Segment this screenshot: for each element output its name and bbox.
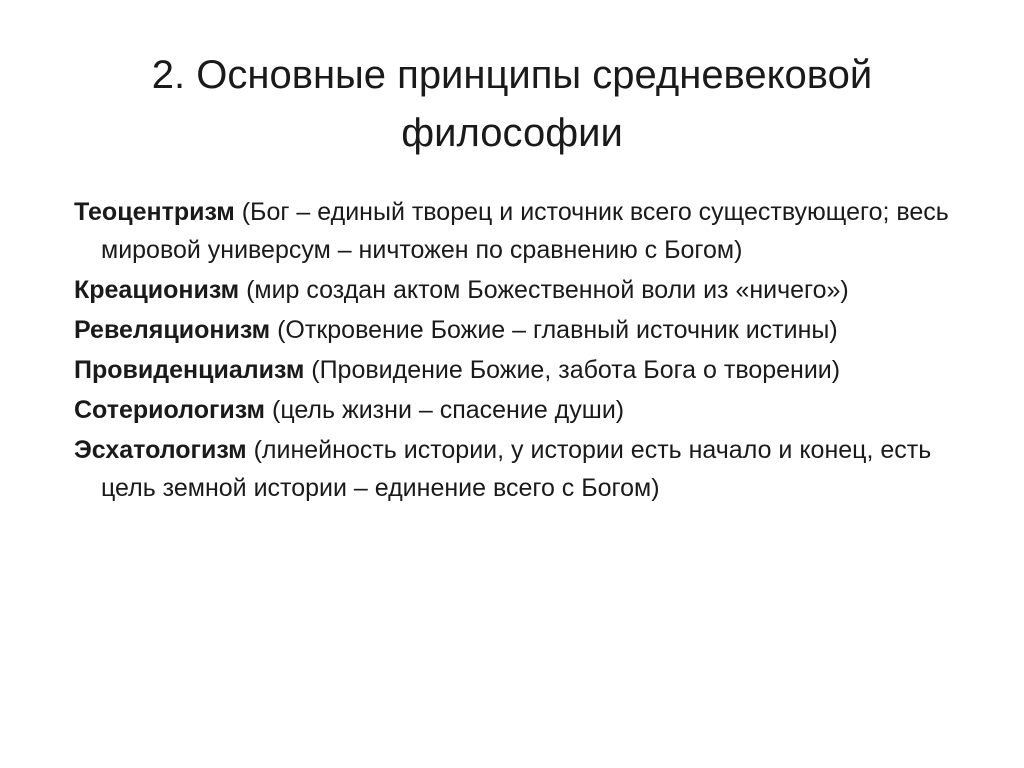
principle-term: Провиденциализм [74,356,305,384]
principles-list [74,193,979,509]
slide-title-line-2: философии [401,111,623,155]
principle-description: (мир создан актом Божественной воли из «ничего») [239,276,849,304]
principle-item-revelationism [74,311,979,349]
slide-title [60,46,964,162]
principle-item-eschatologism [74,431,979,507]
principle-term: Ревеляционизм [74,316,271,344]
principle-description: (линейность истории, у истории есть начало и конец, есть цель земной истории – единение всего с Богом) [101,436,932,502]
principle-item-theocentrism [74,193,979,269]
principle-term: Сотериологизм [74,396,266,424]
principle-term: Эсхатологизм [74,436,247,464]
principle-description: (Откровение Божие – главный источник истины) [270,316,838,344]
slide-title-line-1: 2. Основные принципы средневековой [151,53,873,97]
principle-description: (цель жизни – спасение души) [265,396,625,424]
principle-description: (Бог – единый творец и источник всего существующего; весь мировой универсум – ничтожен по сравнению с Богом) [101,198,949,264]
principle-item-creationism [74,271,979,309]
principle-term: Креационизм [74,276,240,304]
principle-term: Теоцентризм [74,198,235,226]
principle-item-providentialism [74,351,979,389]
principle-item-soteriologism [74,391,979,429]
principle-description: (Провидение Божие, забота Бога о творении) [304,356,841,384]
